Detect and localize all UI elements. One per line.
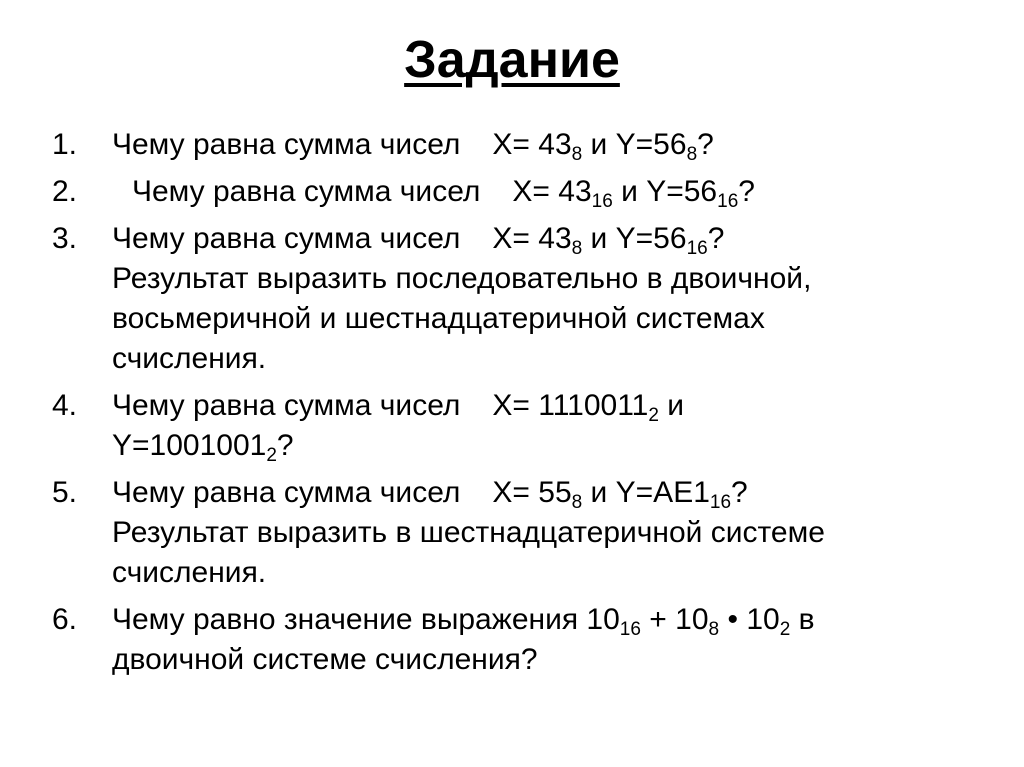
task-instruction: восьмеричной и шестнадцатеричной системах [112, 302, 765, 335]
task-number: 4. [52, 389, 78, 422]
task-instruction: двоичной системе счисления? [112, 643, 538, 676]
operand-c-base: 2 [779, 619, 791, 640]
y-base: 16 [686, 238, 708, 259]
y-base: 16 [717, 191, 739, 212]
x-value: X= 55 [492, 476, 572, 509]
task-instruction: Результат выразить последовательно в двоичной, [112, 262, 812, 295]
task-item-5 [52, 473, 972, 593]
question-mark: ? [731, 476, 748, 509]
x-base: 8 [571, 238, 583, 259]
operand-b: 10 [675, 603, 709, 636]
task-number: 5. [52, 476, 78, 509]
x-base: 8 [571, 492, 583, 513]
question-mark: ? [707, 222, 725, 255]
y-base: 16 [709, 492, 732, 513]
x-base: 2 [648, 405, 659, 426]
y-value: Y=56 [615, 128, 687, 161]
plus-operator: + [649, 603, 667, 636]
task-list [52, 125, 972, 687]
x-value: X= 43 [492, 128, 572, 161]
conjunction: и [667, 389, 685, 422]
y-value: Y=56 [646, 175, 718, 208]
slide-title [0, 30, 1024, 90]
task-question: Чему равна сумма чисел [112, 389, 461, 422]
task-number: 3. [52, 222, 78, 255]
y-base: 8 [686, 144, 698, 165]
task-number: 2. [52, 175, 78, 208]
question-mark: ? [697, 128, 714, 161]
question-mark: ? [738, 175, 755, 208]
task-instruction: счисления. [112, 342, 267, 375]
y-value: Y=56 [615, 222, 687, 255]
y-base: 2 [266, 445, 277, 466]
task-item-6 [52, 600, 972, 680]
y-value: Y=1001001 [112, 429, 267, 462]
x-base: 16 [591, 191, 613, 212]
conjunction: и [590, 222, 608, 255]
y-value: Y=AE1 [615, 476, 710, 509]
task-question: Чему равна сумма чисел [112, 476, 461, 509]
conjunction: и [590, 476, 608, 509]
x-value: X= 1110011 [492, 389, 649, 422]
operand-a: 10 [586, 603, 620, 636]
slide-title-text: Задание [404, 31, 620, 89]
task-number: 1. [52, 128, 78, 161]
task-question: Чему равна сумма чисел [112, 128, 461, 161]
x-base: 8 [571, 144, 583, 165]
task-question: Чему равно значение выражения [112, 603, 579, 636]
task-item-3 [52, 219, 972, 379]
question-mark: ? [276, 429, 294, 462]
operand-b-base: 8 [708, 619, 720, 640]
task-instruction: счисления. [112, 556, 267, 589]
task-question: Чему равна сумма чисел [132, 175, 481, 208]
preposition: в [798, 603, 815, 636]
x-value: X= 43 [492, 222, 572, 255]
conjunction: и [590, 128, 608, 161]
task-item-1 [52, 125, 972, 165]
task-item-4 [52, 386, 972, 466]
task-instruction: Результат выразить в шестнадцатеричной системе [112, 516, 825, 549]
task-number: 6. [52, 603, 78, 636]
operand-c: 10 [746, 603, 780, 636]
task-item-2 [52, 172, 972, 212]
conjunction: и [621, 175, 638, 208]
task-question: Чему равна сумма чисел [112, 222, 461, 255]
multiply-operator: • [727, 603, 738, 636]
x-value: X= 43 [512, 175, 592, 208]
operand-a-base: 16 [619, 619, 641, 640]
